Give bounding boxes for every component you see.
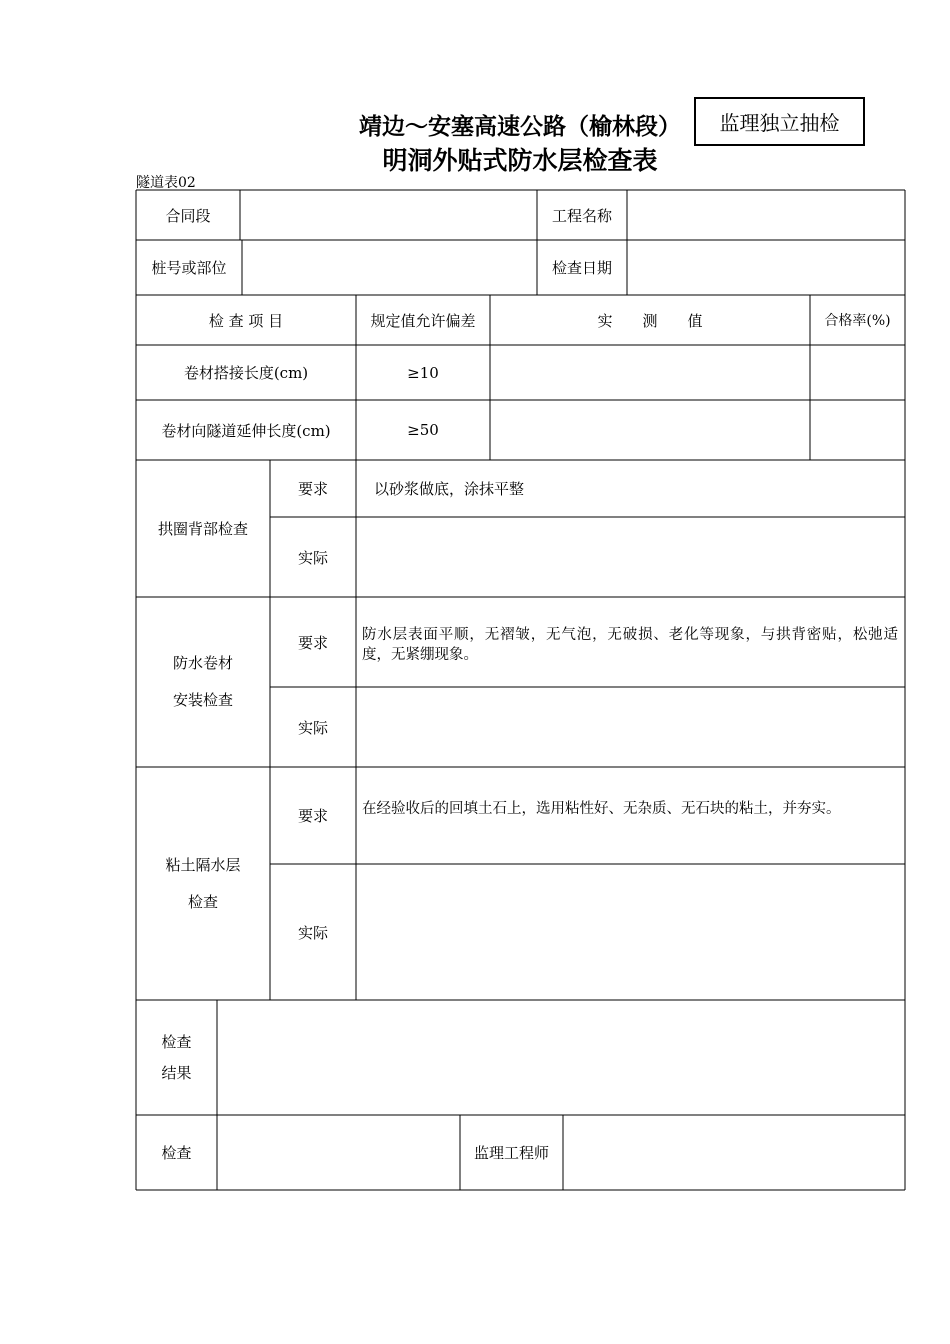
title-line-1: 靖边～安塞高速公路（榆林段）: [359, 114, 681, 140]
supervision-stamp: 监理独立抽检: [694, 97, 865, 146]
contract-field[interactable]: [240, 190, 537, 240]
check-2-actual-label: 实际: [297, 718, 328, 737]
check-3-name: [136, 767, 270, 1000]
project-name-label: 工程名称: [551, 206, 612, 225]
check-1-required-label: 要求: [297, 480, 328, 498]
check-1-actual-field[interactable]: [356, 517, 905, 597]
column-tolerance: 规定值允许偏差: [370, 311, 476, 330]
measurement-2-spec: ≥50: [407, 421, 439, 439]
engineer-label: 监理工程师: [473, 1144, 549, 1162]
check-3-requirement: 在经验收后的回填土石上，选用粘性好、无杂质、无石块的粘土，并夯实。: [362, 801, 841, 817]
inspector-field[interactable]: [217, 1115, 460, 1190]
check-date-field[interactable]: [627, 240, 905, 295]
check-1-name: [136, 460, 270, 597]
engineer-field[interactable]: [563, 1115, 905, 1190]
station-field[interactable]: [242, 240, 537, 295]
measurement-2-value[interactable]: [490, 400, 810, 460]
check-3-actual-field[interactable]: [356, 864, 905, 1000]
check-2-name-line2: 安装检查: [172, 691, 233, 709]
check-3-name-line1: 粘土隔水层: [165, 855, 241, 874]
column-pass-rate: 合格率(%): [824, 313, 891, 329]
measurement-2-rate[interactable]: [810, 400, 905, 460]
check-3-name-line2: 检查: [187, 892, 218, 911]
check-date-label: 检查日期: [551, 259, 612, 277]
check-1-name-line1: 拱圈背部检查: [157, 520, 248, 538]
form-number: 隧道表02: [136, 175, 196, 191]
title-line-2: 明洞外贴式防水层检查表: [382, 146, 658, 175]
check-2-name: [136, 597, 270, 767]
measurement-2-name: 卷材向隧道延伸长度(cm): [161, 421, 331, 440]
check-2-actual-field[interactable]: [356, 687, 905, 767]
column-measured: 实 测 值: [597, 311, 703, 330]
result-field[interactable]: [217, 1000, 905, 1115]
check-3-actual-label: 实际: [297, 923, 328, 942]
result-label-line1: 检查: [161, 1032, 192, 1051]
column-item: 检 查 项 目: [208, 311, 284, 330]
measurement-1-rate[interactable]: [810, 345, 905, 400]
check-2-requirement: 防水层表面平顺，无褶皱，无气泡，无破损、老化等现象，与拱背密贴，松弛适度，无紧绷现象。: [362, 627, 898, 663]
check-2-required-label: 要求: [297, 633, 328, 652]
contract-label: 合同段: [165, 206, 211, 225]
result-label: [136, 1000, 217, 1115]
result-label-line2: 结果: [161, 1063, 192, 1082]
measurement-1-spec: ≥10: [407, 363, 439, 382]
check-1-requirement: 以砂浆做底，涂抹平整: [374, 480, 525, 498]
station-label: 桩号或部位: [151, 259, 227, 277]
inspector-label: 检查: [161, 1144, 192, 1162]
project-name-field[interactable]: [627, 190, 905, 240]
measurement-1-value[interactable]: [490, 345, 810, 400]
check-1-actual-label: 实际: [297, 548, 328, 567]
check-3-required-label: 要求: [297, 807, 328, 825]
check-2-name-line1: 防水卷材: [172, 654, 233, 672]
measurement-1-name: 卷材搭接长度(cm): [183, 364, 309, 382]
